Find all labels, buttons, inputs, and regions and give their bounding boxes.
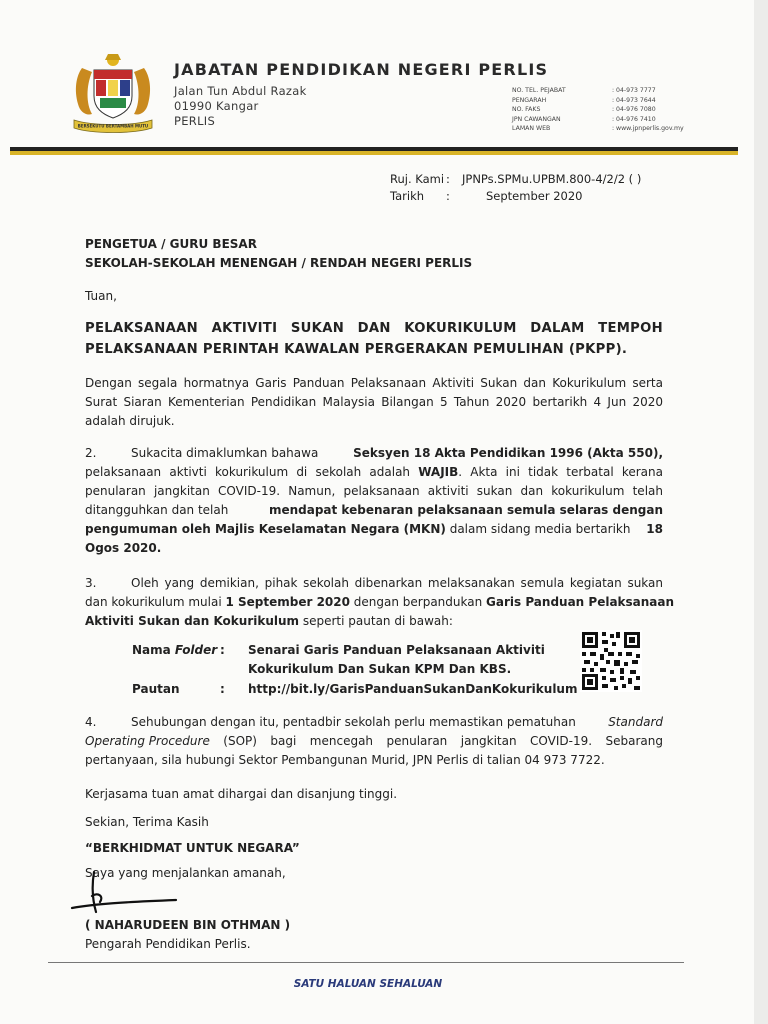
recipient-line-2: SEKOLAH-SEKOLAH MENENGAH / RENDAH NEGERI PERLIS — [85, 256, 473, 270]
paragraph-3-line-3: Aktiviti Sukan dan Kokurikulum seperti pautan di bawah: — [85, 614, 453, 628]
crest-motto: BERSEKUTU BERTAMBAH MUTU — [77, 123, 149, 129]
link-label: Pautan — [132, 682, 180, 696]
paragraph-2-line-6: Ogos 2020. — [85, 541, 162, 555]
recipient-line-1: PENGETUA / GURU BESAR — [85, 237, 257, 251]
header-rule-gold — [10, 151, 738, 155]
guideline-link[interactable]: http://bit.ly/GarisPanduanSukanDanKokurikulum — [248, 682, 578, 696]
signatory-name: ( NAHARUDEEN BIN OTHMAN ) — [85, 918, 291, 932]
letter-title-line-2: PELAKSANAAN PERINTAH KAWALAN PERGERAKAN PEMULIHAN (PKPP). — [85, 342, 628, 357]
qr-code-icon[interactable] — [580, 630, 642, 692]
address-line-3: PERLIS — [174, 114, 216, 128]
contact-row: PENGARAH : 04-973 7644 — [512, 96, 656, 104]
footer-slogan: SATU HALUAN SEHALUAN — [293, 978, 443, 990]
signatory-position: Pengarah Pendidikan Perlis. — [85, 937, 251, 951]
paragraph-4-line-2: Operating Procedure (SOP) bagi mencegah penularan jangkitan COVID-19. Sebarang — [85, 734, 663, 748]
salutation: Tuan, — [85, 289, 117, 303]
link-colon: : — [220, 682, 225, 696]
address-line-1: Jalan Tun Abdul Razak — [174, 84, 307, 98]
folder-name-line-2: Kokurikulum Dan Sukan KPM Dan KBS. — [248, 662, 512, 676]
coat-of-arms-icon — [62, 50, 164, 136]
letter-date: Tarikh : September 2020 — [390, 189, 583, 203]
paragraph-2-line-3: penularan jangkitan COVID-19. Namun, pelaksanaan aktiviti sukan dan kokurikulum telah — [85, 484, 663, 498]
contact-row: LAMAN WEB : www.jpnperlis.gov.my — [512, 125, 684, 133]
closing-thanks: Kerjasama tuan amat dihargai dan disanjung tinggi. — [85, 787, 398, 801]
folder-name-line-1: Senarai Garis Panduan Pelaksanaan Aktiviti — [248, 643, 545, 657]
paragraph-3-line-1: 3. Oleh yang demikian, pihak sekolah dibenarkan melaksanakan semula kegiatan sukan — [85, 576, 663, 590]
paragraph-1-line-1: Dengan segala hormatnya Garis Panduan Pelaksanaan Aktiviti Sukan dan Kokurikulum serta — [85, 376, 663, 390]
paragraph-1-line-2: Surat Siaran Kementerian Pendidikan Malaysia Bilangan 5 Tahun 2020 bertarikh 4 Jun 2020 — [85, 395, 663, 409]
paragraph-2-line-5: pengumuman oleh Majlis Keselamatan Negara (MKN) dalam sidang media bertarikh 18 — [85, 522, 663, 536]
contact-row: NO. TEL. PEJABAT : 04-973 7777 — [512, 87, 656, 94]
contact-row: NO. FAKS : 04-976 7080 — [512, 106, 656, 114]
closing-amanah: Saya yang menjalankan amanah, — [85, 866, 286, 880]
letter-title-line-1: PELAKSANAAN AKTIVITI SUKAN DAN KOKURIKULUM DALAM TEMPOH — [85, 321, 663, 336]
paragraph-1-line-3: adalah dirujuk. — [85, 414, 175, 428]
paragraph-2-line-2: pelaksanaan aktivti kokurikulum di sekolah adalah WAJIB. Akta ini tidak terbatal kerana — [85, 465, 663, 479]
page-edge — [754, 0, 768, 1024]
motto: “BERKHIDMAT UNTUK NEGARA” — [85, 841, 300, 855]
organization-name: JABATAN PENDIDIKAN NEGERI PERLIS — [174, 60, 549, 79]
contact-info — [512, 86, 684, 134]
closing-sekian: Sekian, Terima Kasih — [85, 815, 209, 829]
paragraph-2-line-4: ditangguhkan dan telah mendapat kebenaran pelaksanaan semula selaras dengan — [85, 503, 663, 517]
paragraph-4-line-1: 4. Sehubungan dengan itu, pentadbir sekolah perlu memastikan pematuhan Standard — [85, 715, 663, 729]
address-line-2: 01990 Kangar — [174, 99, 259, 113]
contact-row: JPN CAWANGAN : 04-976 7410 — [512, 115, 656, 123]
footer-rule — [48, 962, 684, 963]
paragraph-3-line-2: dan kokurikulum mulai 1 September 2020 dengan berpandukan Garis Panduan Pelaksanaan — [85, 595, 675, 609]
folder-colon: : — [220, 643, 225, 657]
folder-label: Nama Folder — [132, 643, 218, 657]
paragraph-2-line-1: 2. Sukacita dimaklumkan bahawa Seksyen 18 Akta Pendidikan 1996 (Akta 550), — [85, 446, 663, 460]
paragraph-4-line-3: pertanyaan, sila hubungi Sektor Pembangunan Murid, JPN Perlis di talian 04 973 7722. — [85, 753, 605, 767]
reference-number: Ruj. Kami : JPNPs.SPMu.UPBM.800-4/2/2 ( ) — [390, 172, 642, 186]
